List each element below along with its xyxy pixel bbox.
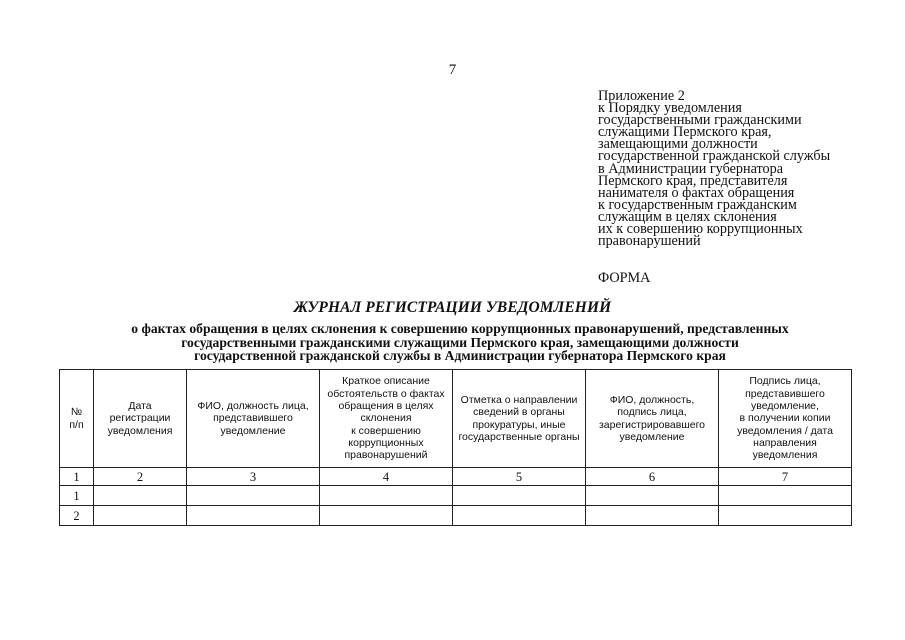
subtitle-line: государственной гражданской службы в Администрации губернатора Пермского края xyxy=(194,348,726,363)
table-cell: 2 xyxy=(60,506,94,526)
appendix-line: Приложение 2 xyxy=(598,88,685,104)
appendix-line: в Администрации губернатора xyxy=(598,160,784,177)
column-number: 3 xyxy=(187,468,320,486)
appendix-line: к Порядку уведомления xyxy=(598,100,742,117)
journal-subtitle xyxy=(80,322,840,363)
table-cell xyxy=(187,486,320,506)
appendix-line: государственными гражданскими xyxy=(598,112,802,129)
column-number-row xyxy=(60,468,852,486)
table-cell xyxy=(719,486,852,506)
table-header-row xyxy=(60,370,852,468)
header-cell-registration-date: Дата регистрации уведомления xyxy=(94,370,187,468)
table-row xyxy=(60,486,852,506)
subtitle-line: государственными гражданскими служащими Пермского края, замещающими должности xyxy=(181,334,739,350)
column-number: 1 xyxy=(60,468,94,486)
journal-title: ЖУРНАЛ РЕГИСТРАЦИИ УВЕДОМЛЕНИЙ xyxy=(293,299,612,316)
table-cell xyxy=(94,486,187,506)
column-number: 7 xyxy=(719,468,852,486)
appendix-line: их к совершению коррупционных xyxy=(598,221,803,238)
appendix-line: к государственным гражданским xyxy=(598,196,797,213)
header-cell-submitter: ФИО, должность лица, представившего уведомление xyxy=(187,370,320,468)
header-cell-receipt-signature: Подпись лица, представившего уведомление, в получении копии уведомления / дата направления уведомления xyxy=(719,370,852,468)
table-cell xyxy=(586,506,719,526)
page-number: 7 xyxy=(448,62,457,78)
table-cell xyxy=(586,486,719,506)
appendix-line: служащим в целях склонения xyxy=(598,208,777,225)
appendix-line: служащими Пермского края, xyxy=(598,124,772,141)
column-number: 2 xyxy=(94,468,187,486)
header-cell-number: № п/п xyxy=(60,370,94,468)
appendix-line: государственной гражданской службы xyxy=(598,148,831,165)
table-cell xyxy=(453,506,586,526)
appendix-block xyxy=(598,88,898,250)
table-cell xyxy=(453,486,586,506)
appendix-line: нанимателя о фактах обращения xyxy=(598,184,795,201)
table-cell xyxy=(187,506,320,526)
table-cell xyxy=(94,506,187,526)
form-label: ФОРМА xyxy=(598,270,651,286)
table-cell xyxy=(320,486,453,506)
appendix-line: Пермского края, представителя xyxy=(598,172,788,189)
subtitle-line: о фактах обращения в целях склонения к совершению коррупционных правонарушений, представленных xyxy=(131,321,789,336)
header-cell-prosecutor-notice: Отметка о направлении сведений в органы прокуратуры, иные государственные органы xyxy=(453,370,586,468)
table-row xyxy=(60,506,852,526)
column-number: 4 xyxy=(320,468,453,486)
table-cell xyxy=(719,506,852,526)
registration-journal-table xyxy=(59,369,852,526)
appendix-line: замещающими должности xyxy=(598,136,758,153)
header-cell-registrar: ФИО, должность, подпись лица, зарегистрировавшего уведомление xyxy=(586,370,719,468)
header-cell-description: Краткое описание обстоятельств о фактах обращения в целях склонения к совершению коррупционных правонарушений xyxy=(320,370,453,468)
table-cell xyxy=(320,506,453,526)
column-number: 6 xyxy=(586,468,719,486)
column-number: 5 xyxy=(453,468,586,486)
appendix-line: правонарушений xyxy=(598,233,701,250)
table-cell: 1 xyxy=(60,486,94,506)
